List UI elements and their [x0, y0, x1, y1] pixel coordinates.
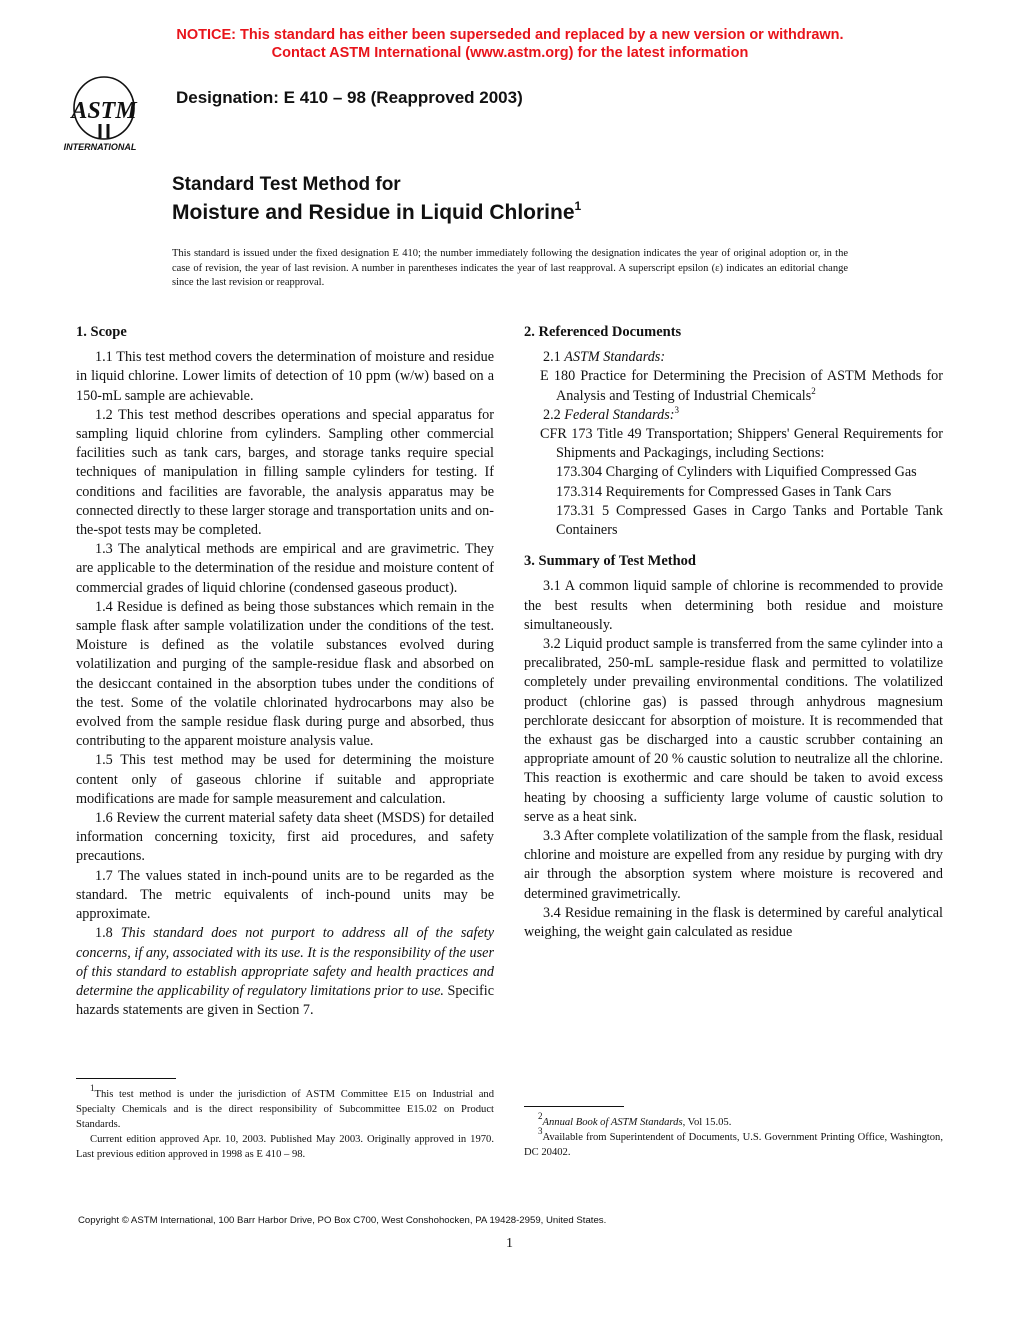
summary-3-3: 3.3 After complete volatilization of the sample from the flask, residual chlorine and moisture are expelled from any residue by purging with dry air through the absorption system where moisture is recovered and determined gravimetrically. [524, 828, 943, 902]
ref-e180-fn: 2 [811, 385, 816, 396]
scope-1-4: 1.4 Residue is defined as being those substances which remain in the sample flask after sample volatilization under the conditions of the test. Moisture is defined as the volatile substances evolved during volatilization and purging of the sample-residue flask and absorbed on the desiccant contained in the absorption tubes under the conditions of the test. Some of the volatile chlorinated hydrocarbons may also be evolved from the sample residue flask during purge and absorbed, thus contributing to the apparent moisture analysis value. [76, 598, 494, 750]
title-footnote-mark: 1 [574, 199, 582, 213]
footnote-3-text: Available from Superintendent of Documents, U.S. Government Printing Office, Washington, DC 20402. [524, 1132, 943, 1158]
summary-3-1: 3.1 A common liquid sample of chlorine is recommended to provide the best results when determining both residue and moisture simultaneously. [524, 578, 943, 633]
scope-1-6: 1.6 Review the current material safety data sheet (MSDS) for detailed information concerning toxicity, first aid procedures, and safety precautions. [76, 810, 494, 865]
ref-e180 [540, 367, 943, 405]
title-text: Moisture and Residue in Liquid Chlorine [172, 201, 575, 224]
logo-subtext: INTERNATIONAL [63, 142, 137, 152]
scope-1-8 [76, 924, 494, 1020]
designation: Designation: E 410 – 98 (Reapproved 2003) [176, 88, 523, 107]
ref-2-2-label: Federal Standards: [564, 406, 675, 423]
ref-2-2 [524, 406, 943, 425]
footnote-2-tail: , Vol 15.05. [682, 1117, 732, 1128]
ref-173-314: 173.314 Requirements for Compressed Gases in Tank Cars [556, 483, 892, 500]
ref-2-1-number: 2.1 [543, 349, 561, 366]
scope-1-8-tail: Specific hazards statements are given in Section 7. [76, 982, 495, 1019]
left-column [76, 323, 494, 1020]
right-footnotes [524, 1106, 943, 1160]
footnote-1-mark: 1 [90, 1083, 95, 1093]
footnote-rule-left [76, 1078, 176, 1079]
footnote-2-mark: 2 [538, 1111, 543, 1121]
footnote-3-mark: 3 [538, 1126, 543, 1136]
issued-note: This standard is issued under the fixed designation E 410; the number immediately following the designation indicates the year of original adoption or, in the case of revision, the year of last revision. A number in parentheses indicates the year of last reapproval. A superscript epsilon (ε) indicates an editorial change since the last revision or reapproval. [172, 248, 848, 289]
referenced-heading: 2. Referenced Documents [524, 324, 682, 340]
ref-2-2-number: 2.2 [543, 406, 561, 423]
scope-1-2: 1.2 This test method describes operations and special apparatus for sampling liquid chlorine from cylinders. Sampling other commercial facilities such as tank cars, barges, and storage tanks require special techniques of manipulation in filling sample cylinders for testing. If conditions and facilities are favorable, the analysis apparatus may be connected directly to these larger storage and transportation units and on-the-spot tests may be completed. [76, 406, 494, 539]
scope-1-1: 1.1 This test method covers the determination of moisture and residue in liquid chlorine. Lower limits of detection of 10 ppm (w/w) based on a 150-mL sample are achievable. [76, 349, 494, 404]
copyright: Copyright © ASTM International, 100 Barr Harbor Drive, PO Box C700, West Conshohocken, PA 19428-2959, United States. [78, 1215, 607, 1226]
summary-heading: 3. Summary of Test Method [524, 553, 696, 570]
scope-1-8-italic: This standard does not purport to address all of the safety concerns, if any, associated with its use. It is the responsibility of the user of this standard to establish appropriate safety and health practices and determine the applicability of regulatory limitations prior to use. [76, 925, 494, 999]
ref-173-315: 173.31 5 Compressed Gases in Cargo Tanks and Portable Tank Containers [556, 502, 943, 539]
ref-2-1 [524, 348, 943, 367]
ref-173-304: 173.304 Charging of Cylinders with Liquified Compressed Gas [556, 464, 917, 481]
footnote-2 [524, 1111, 943, 1130]
footnote-3 [524, 1126, 943, 1160]
astm-logo-icon [60, 72, 164, 152]
right-column [524, 323, 943, 942]
footnote-2-italic: Annual Book of ASTM Standards [542, 1117, 683, 1128]
logo-text: ASTM [71, 98, 137, 124]
footnote-1 [76, 1083, 494, 1132]
ref-cfr: CFR 173 Title 49 Transportation; Shippers' General Requirements for Shipments and Packagings, including Sections: [540, 426, 943, 462]
notice-line-1: NOTICE: This standard has either been superseded and replaced by a new version or withdrawn. [176, 27, 844, 43]
scope-1-7: 1.7 The values stated in inch-pound units are to be regarded as the standard. The metric equivalents of inch-pound units may be approximate. [76, 867, 494, 923]
scope-heading: 1. Scope [76, 324, 127, 340]
summary-3-2: 3.2 Liquid product sample is transferred from the same cylinder into a precalibrated, 250-mL sample-residue flask and permitted to volatilize completely under prevailing environmental conditions. The volatilized product (chlorine gas) is passed through anhydrous magnesium perchlorate desiccant for absorption of moisture. It is recommended that the exhaust gas be discharged into a caustic scrubber containing an appropriate amount of 20 % caustic solution to neutralize all the chlorine. This reaction is exothermic and care should be taken to avoid excess heating by choosing a sufficienty large volume of caustic solution to serve as a heat sink. [524, 636, 943, 825]
ref-2-1-label: ASTM Standards: [564, 349, 666, 366]
ref-e180-text: E 180 Practice for Determining the Precision of ASTM Methods for Analysis and Testing of Industrial Chemicals [540, 368, 943, 404]
scope-1-3: 1.3 The analytical methods are empirical and are gravimetric. They are applicable to the determination of the residue and moisture content of commercial grades of liquid chlorine (condensed gaseous product). [76, 541, 494, 596]
left-footnotes [76, 1078, 494, 1162]
supersede-notice [0, 26, 1020, 62]
footnote-edition: Current edition approved Apr. 10, 2003. Published May 2003. Originally approved in 1970. Last previous edition approved in 1998 as E 410 – 98. [76, 1134, 494, 1160]
scope-1-8-number: 1.8 [95, 925, 113, 942]
page-number: 1 [506, 1236, 513, 1251]
footnote-rule-right [524, 1106, 624, 1107]
summary-3-4: 3.4 Residue remaining in the flask is determined by careful analytical weighing, the weight gain calculated as residue [524, 904, 943, 941]
ref-2-2-fn: 3 [674, 404, 679, 415]
title-line-1: Standard Test Method for [172, 174, 401, 195]
scope-1-5: 1.5 This test method may be used for determining the moisture content only of gaseous chlorine if suitable and appropriate modifications are made for sample measurement and calculation. [76, 752, 494, 807]
title-line-2 [172, 199, 581, 225]
footnote-1-text: This test method is under the jurisdiction of ASTM Committee E15 on Industrial and Specialty Chemicals and is the direct responsibility of Subcommittee E15.02 on Product Standards. [76, 1089, 494, 1130]
notice-line-2: Contact ASTM International (www.astm.org) for the latest information [271, 45, 749, 61]
